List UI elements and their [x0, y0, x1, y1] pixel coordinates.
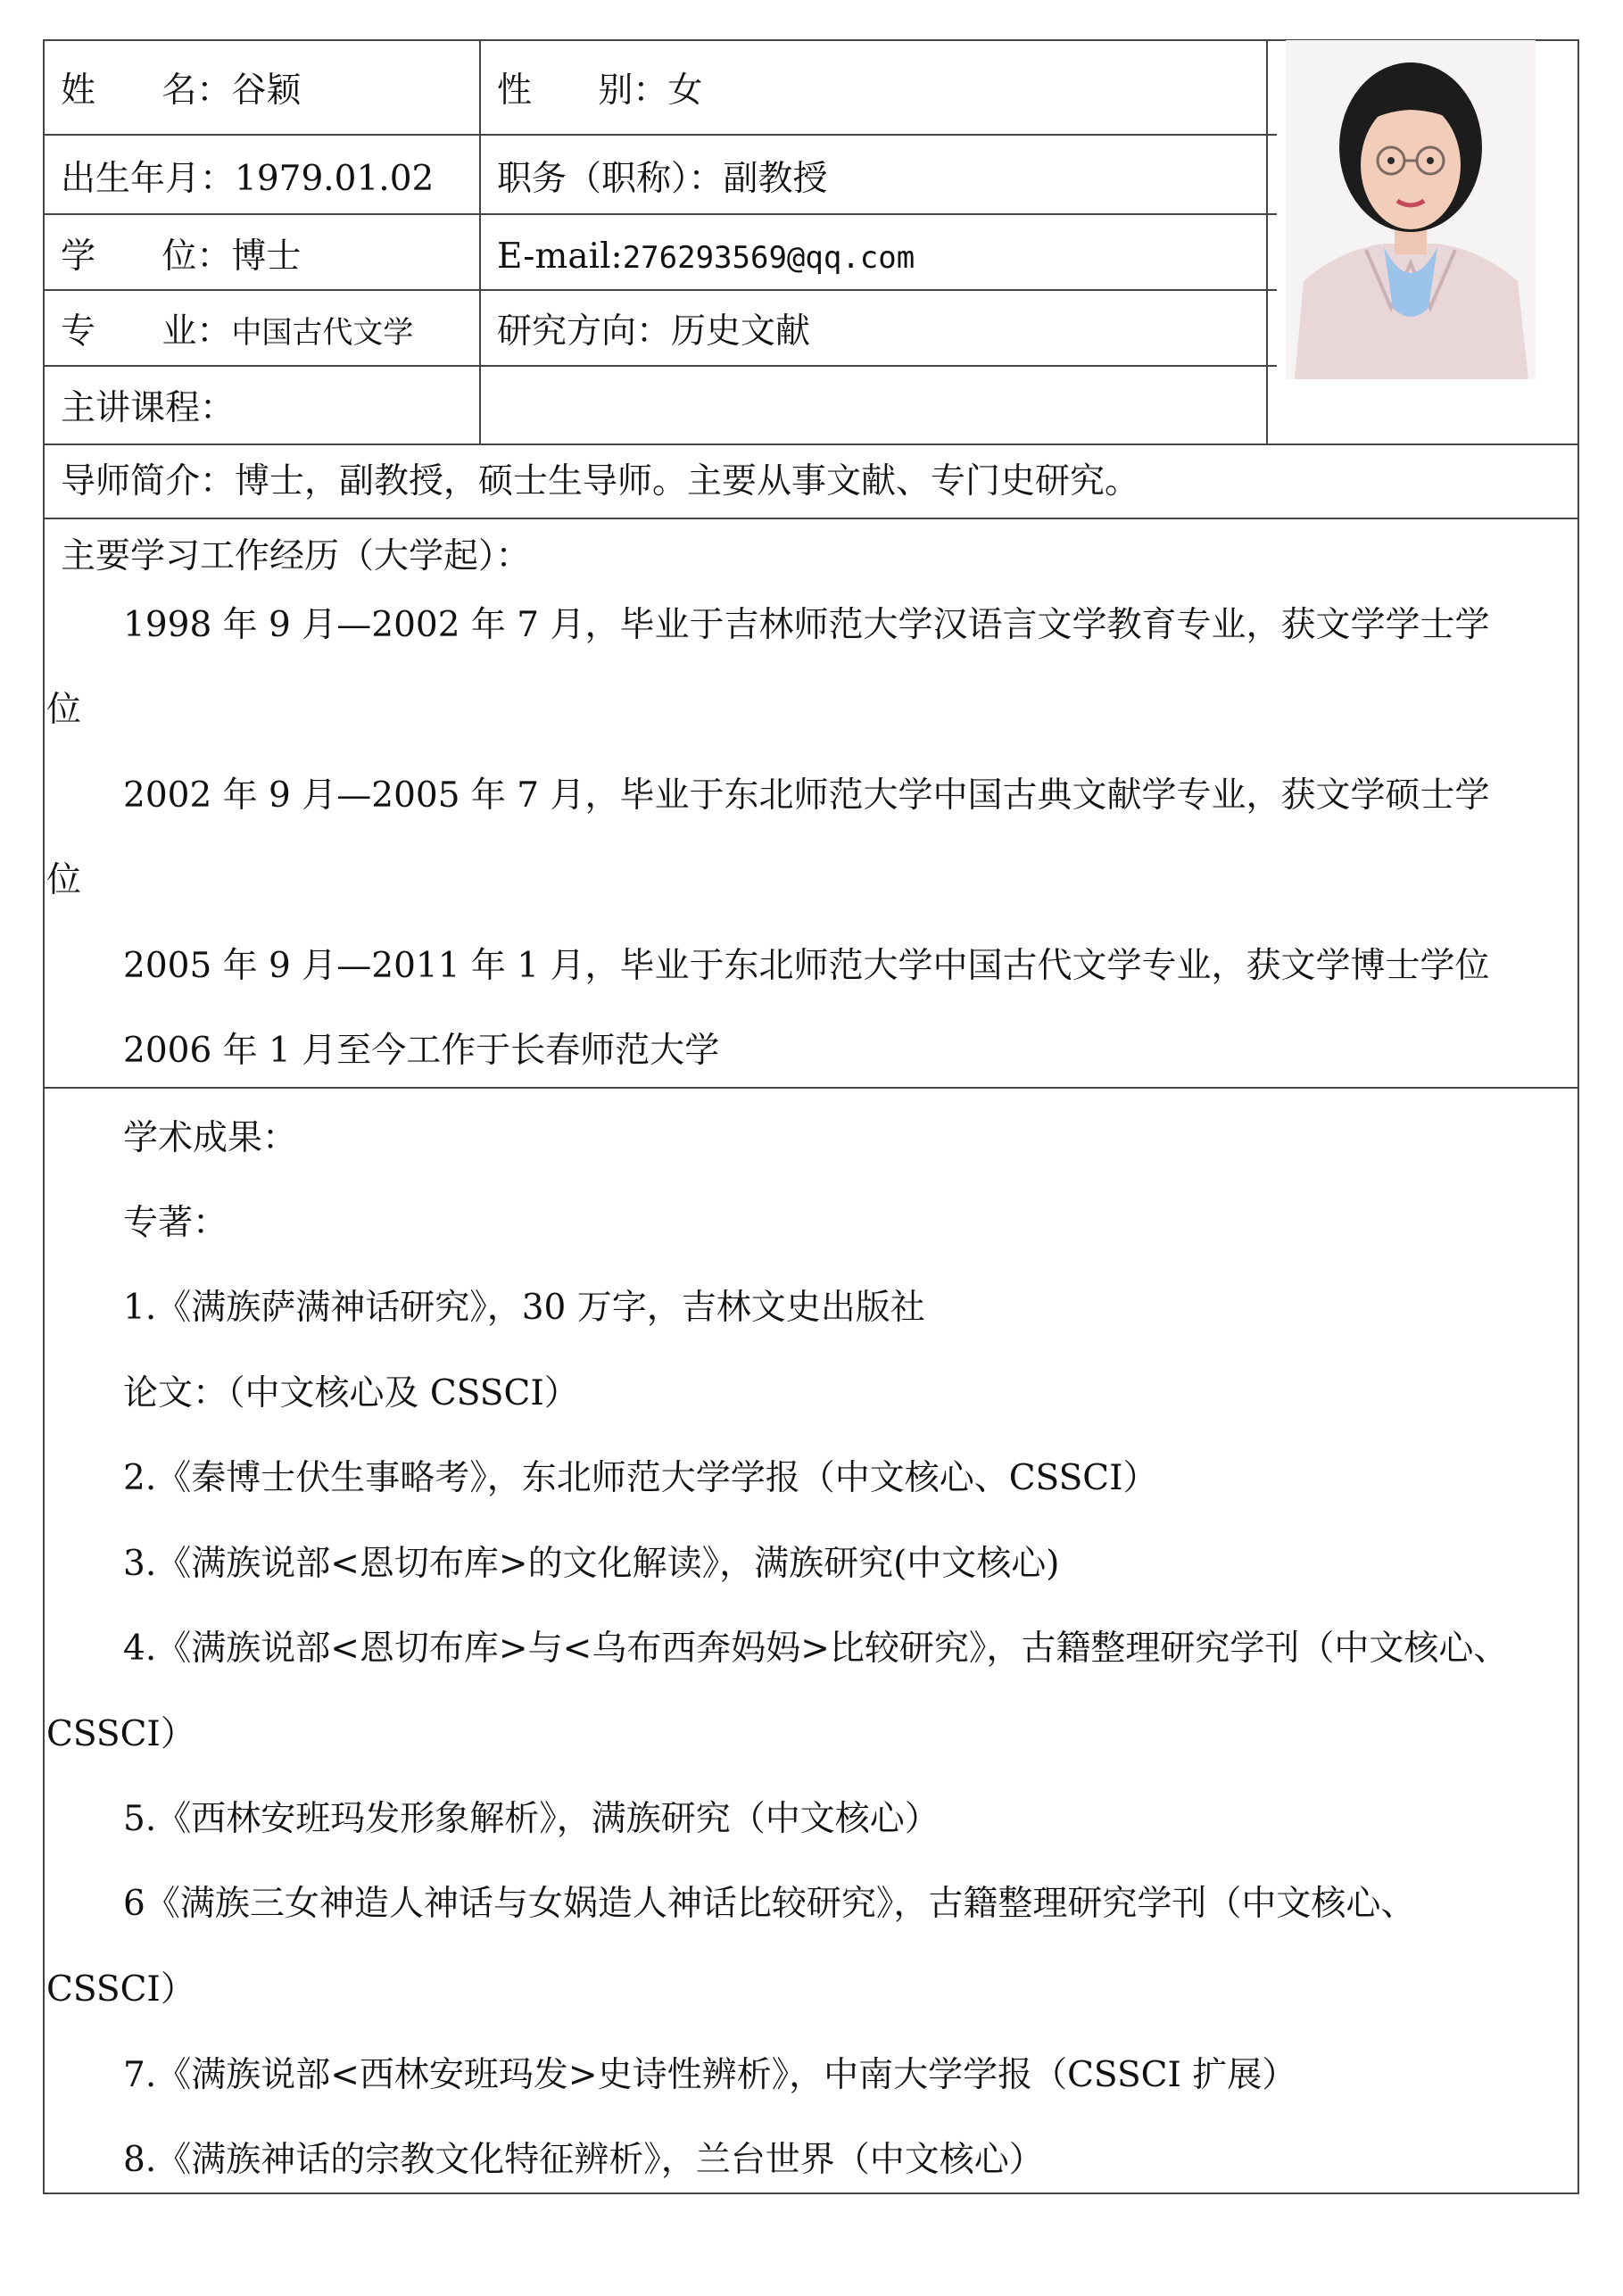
achievement-item: 1.《满族萨满神话研究》，30 万字，吉林文史出版社: [123, 1288, 925, 1328]
achievement-item: 7.《满族说部<西林安班玛发>史诗性辨析》，中南大学学报（CSSCI 扩展）: [123, 2055, 1297, 2095]
email-row: [497, 234, 915, 281]
column-divider: [1266, 39, 1268, 445]
intro-row: [61, 459, 1139, 505]
table-border-right: [1577, 39, 1579, 2194]
column-divider: [479, 39, 481, 445]
name-label: 姓 名：: [61, 70, 232, 111]
papers-heading: 论文：（中文核心及 CSSCI）: [123, 1373, 579, 1413]
email-value: 276293569@qq.com: [622, 240, 915, 276]
row-divider: [43, 365, 1277, 367]
degree-row: [61, 234, 301, 280]
row-divider: [43, 1087, 1579, 1089]
experience-item: 2006 年 1 月至今工作于长春师范大学: [123, 1031, 720, 1071]
major-label: 专 业：: [61, 311, 232, 352]
major-value: 中国古代文学: [231, 315, 414, 351]
achievements-heading: 学术成果：: [123, 1118, 298, 1158]
table-border-left: [43, 39, 45, 2194]
research-label: 研究方向：: [497, 311, 672, 352]
birth-label: 出生年月：: [61, 159, 236, 199]
experience-item-wrap: 位: [46, 690, 82, 730]
intro-text: 博士，副教授，硕士生导师。主要从事文献、专门史研究。: [235, 461, 1140, 501]
achievement-item: 4.《满族说部<恩切布库>与<乌布西奔妈妈>比较研究》，古籍整理研究学刊（中文核心、: [123, 1629, 1509, 1669]
achievement-item: 3.《满族说部<恩切布库>的文化解读》，满族研究(中文核心): [123, 1544, 1060, 1584]
gender-label: 性 别：: [497, 70, 668, 111]
monograph-heading: 专著：: [123, 1203, 228, 1243]
title-label: 职务（职称）：: [497, 159, 724, 199]
degree-label: 学 位：: [61, 236, 232, 277]
portrait-illustration: [1286, 40, 1536, 379]
gender-row: [497, 68, 702, 114]
degree-value: 博士: [231, 236, 302, 277]
email-label: E-mail:: [497, 236, 623, 277]
title-row: [497, 156, 828, 203]
birth-row: [61, 156, 434, 203]
profile-photo: [1286, 40, 1536, 379]
experience-item: 2002 年 9 月—2005 年 7 月，毕业于东北师范大学中国古典文献学专业，获文学硕士学: [123, 775, 1490, 816]
name-row: [61, 68, 301, 114]
gender-value: 女: [667, 70, 703, 111]
title-value: 副教授: [723, 159, 828, 199]
row-divider: [43, 134, 1277, 136]
major-row: [61, 309, 413, 356]
row-divider: [43, 518, 1579, 519]
achievement-item: 5.《西林安班玛发形象解析》，满族研究（中文核心）: [123, 1799, 940, 1839]
achievement-item: 8.《满族神话的宗教文化特征辨析》，兰台世界（中文核心）: [123, 2140, 1044, 2180]
achievement-item: 2.《秦博士伏生事略考》，东北师范大学学报（中文核心、CSSCI）: [123, 1458, 1158, 1498]
courses-row: [61, 385, 235, 432]
experience-item: 1998 年 9 月—2002 年 7 月，毕业于吉林师范大学汉语言文学教育专业，获文学学士学: [123, 605, 1490, 645]
row-divider: [43, 443, 1579, 445]
birth-value: 1979.01.02: [235, 159, 435, 199]
research-row: [497, 309, 810, 355]
intro-label: 导师简介：: [61, 461, 236, 501]
experience-heading: 主要学习工作经历（大学起）：: [61, 536, 531, 576]
row-divider: [43, 213, 1277, 215]
achievement-item-wrap: CSSCI）: [46, 1714, 195, 1754]
row-divider: [43, 289, 1277, 291]
table-border-bottom: [43, 2192, 1579, 2194]
achievement-item: 6《满族三女神造人神话与女娲造人神话比较研究》，古籍整理研究学刊（中文核心、: [123, 1884, 1416, 1924]
courses-label: 主讲课程：: [61, 388, 236, 428]
experience-item-wrap: 位: [46, 860, 82, 900]
research-value: 历史文献: [671, 311, 811, 352]
achievement-item-wrap: CSSCI）: [46, 1969, 195, 2010]
experience-item: 2005 年 9 月—2011 年 1 月，毕业于东北师范大学中国古代文学专业，获文学博士学位: [123, 946, 1490, 986]
name-value: 谷颖: [231, 70, 302, 111]
